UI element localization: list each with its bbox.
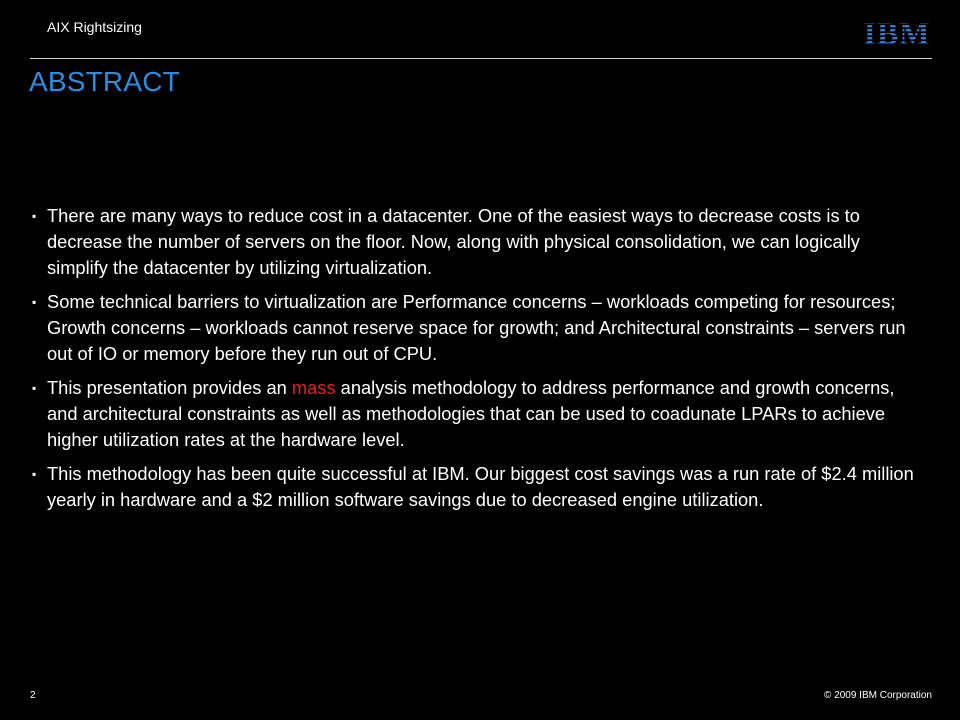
square-bullet-icon: ▪ — [32, 295, 37, 309]
list-item — [32, 289, 922, 367]
copyright: © 2009 IBM Corporation — [824, 690, 932, 701]
bullet-text: Some technical barriers to virtualization are Performance concerns – workloads competing for resources; Growth concerns – workloads cannot reserve space for growth; and Architectural constraints – servers run out of IO or memory before they run out of CPU. — [47, 291, 906, 364]
header-label: AIX Rightsizing — [47, 19, 142, 35]
ibm-logo-text: IBM — [863, 17, 931, 49]
square-bullet-icon: ▪ — [32, 209, 37, 223]
bullet-list — [32, 203, 922, 521]
bullet-text-before: This presentation provides an — [47, 377, 292, 398]
header-divider — [30, 58, 932, 59]
bullet-text: This methodology has been quite successful at IBM. Our biggest cost savings was a run rate of $2.4 million yearly in hardware and a $2 million software savings due to decreased engine utilization. — [47, 463, 914, 510]
square-bullet-icon: ▪ — [32, 381, 37, 395]
page-number: 2 — [30, 690, 36, 701]
ibm-logo — [862, 17, 932, 49]
bullet-text: There are many ways to reduce cost in a datacenter. One of the easiest ways to decrease costs is to decrease the number of servers on the floor. Now, along with physical consolidation, we can logically simplify the datacenter by utilizing virtualization. — [47, 205, 860, 278]
square-bullet-icon: ▪ — [32, 467, 37, 481]
bullet-text-after: analysis methodology to address performance and growth concerns, and architectural constraints as well as methodologies that can be used to coadunate LPARs to achieve higher utilization rates at the hardware level. — [47, 377, 895, 450]
page-title: ABSTRACT — [29, 66, 180, 97]
list-item — [32, 375, 922, 453]
list-item — [32, 203, 922, 281]
list-item — [32, 461, 922, 513]
highlighted-word: mass — [291, 377, 336, 398]
